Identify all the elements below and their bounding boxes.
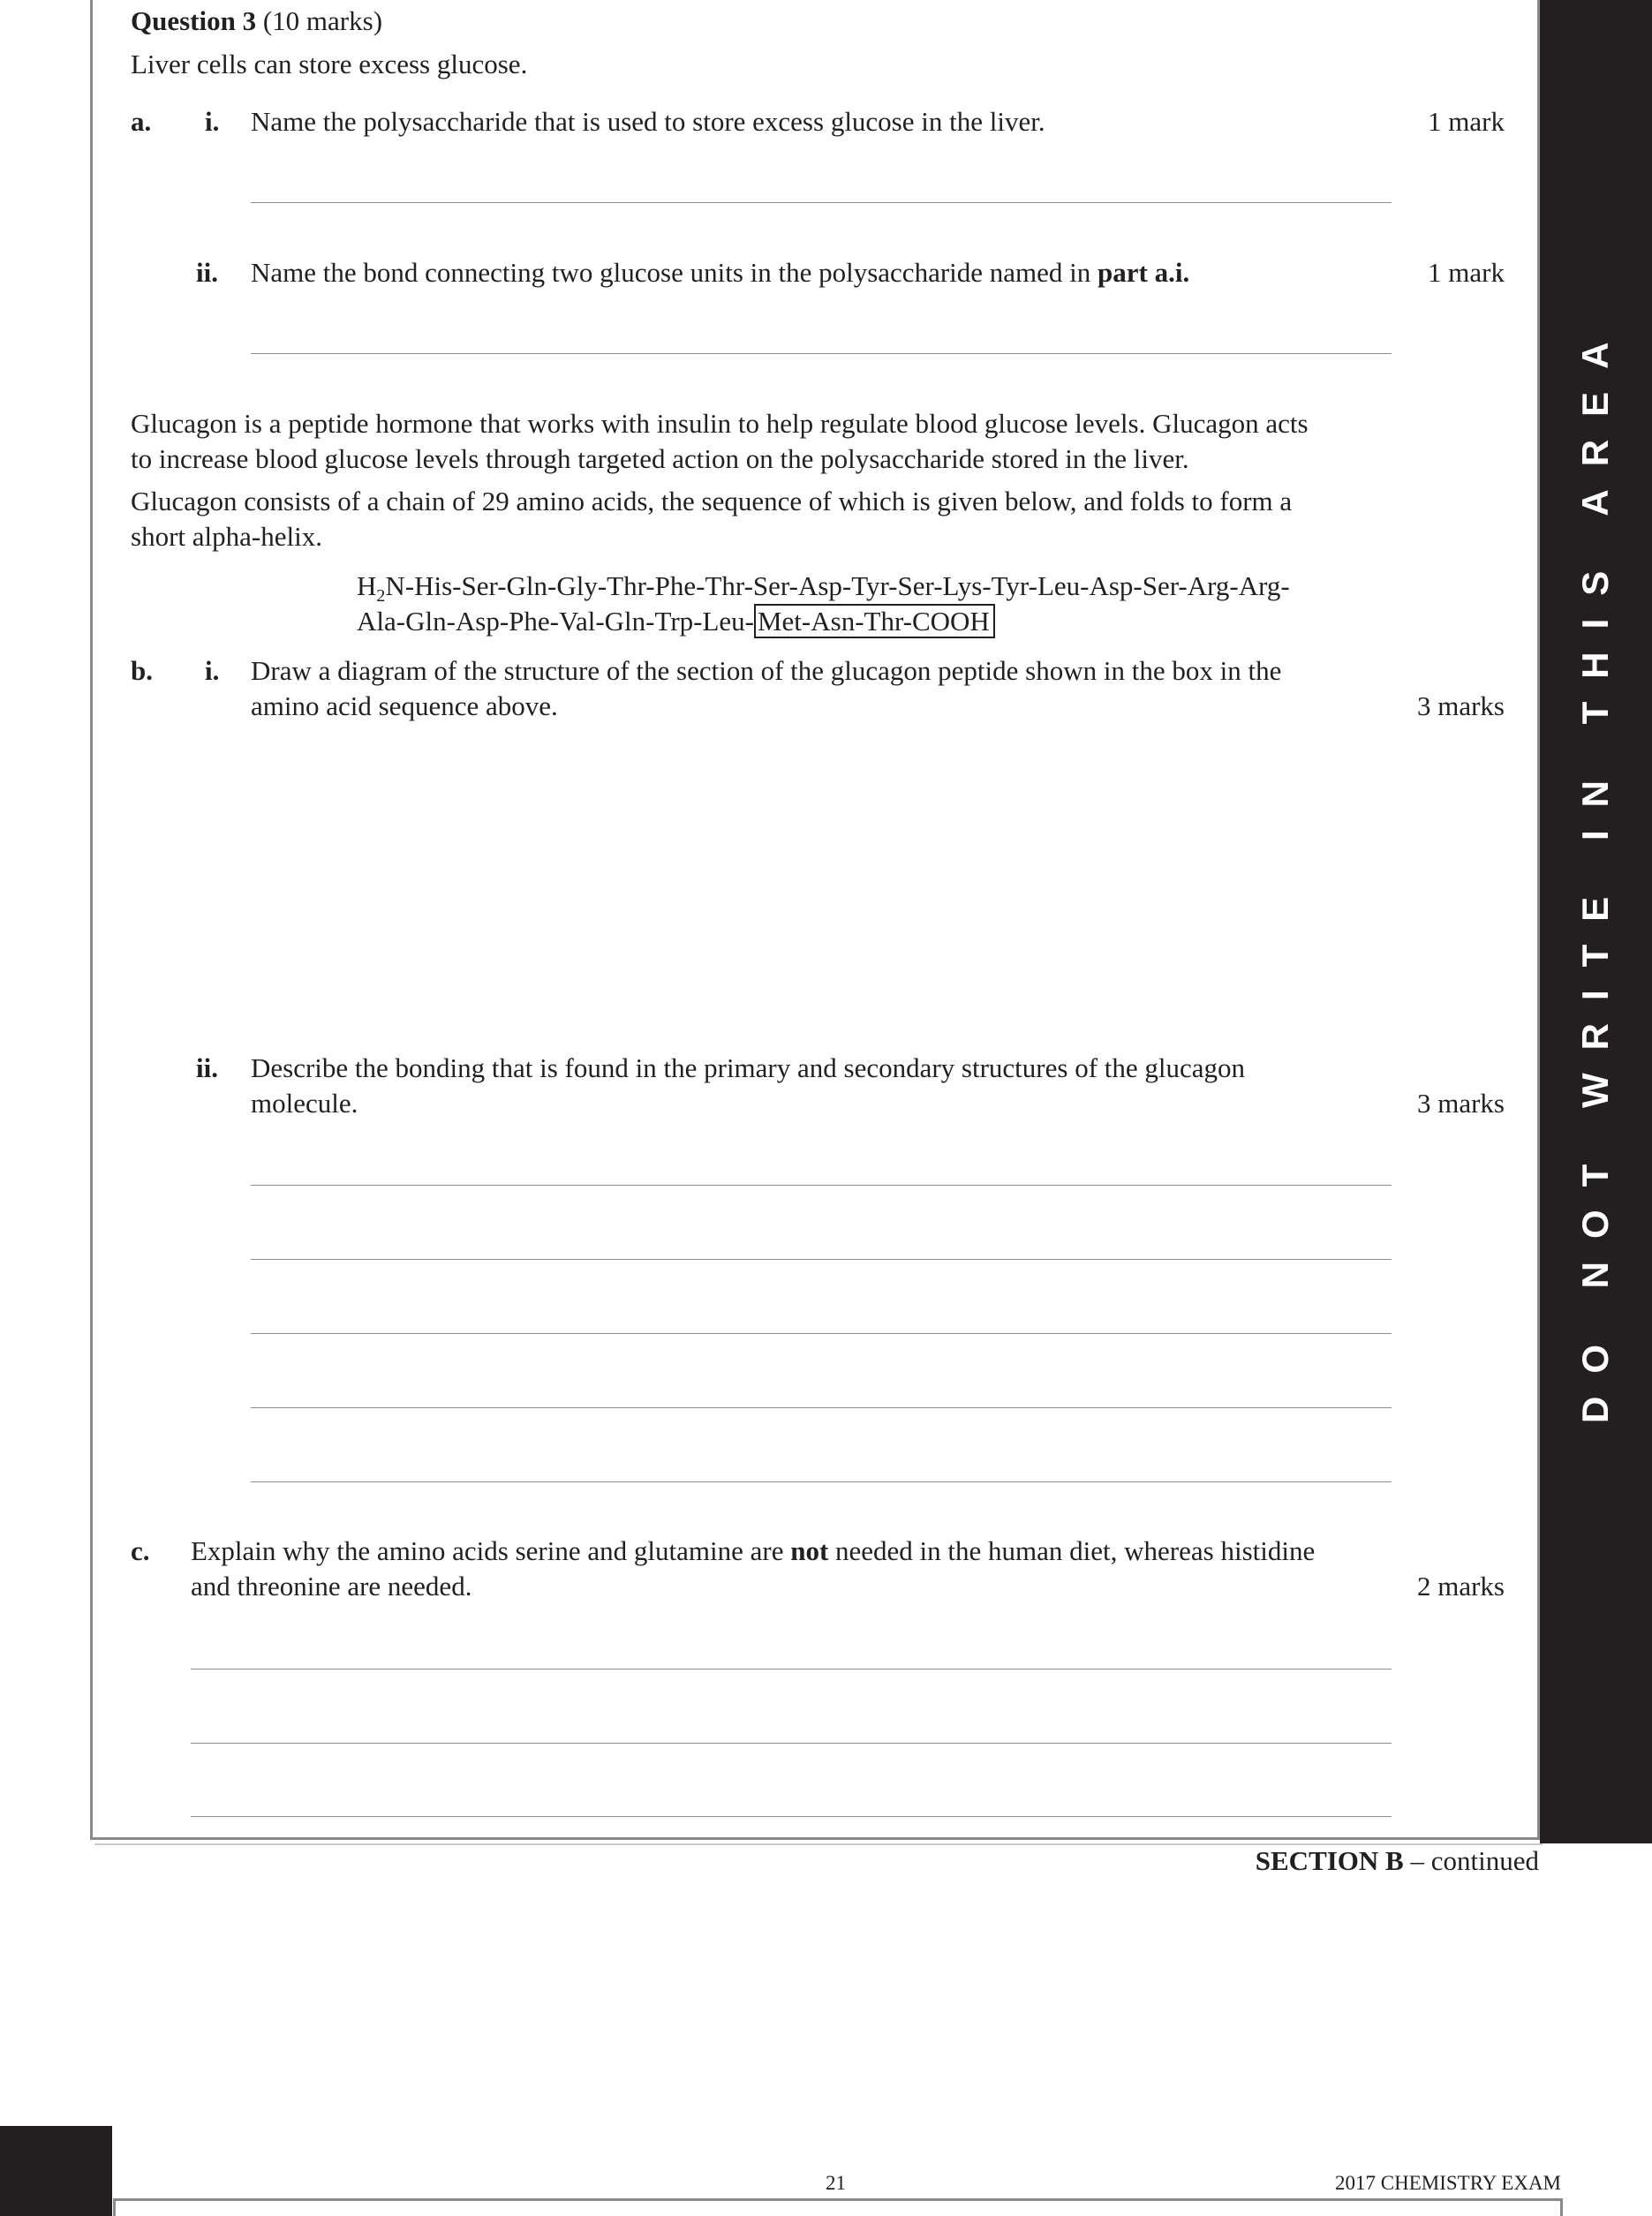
question-header [131, 4, 382, 39]
part-b-label: b. [131, 655, 153, 686]
footer-rule [113, 2198, 1563, 2201]
stem-paragraph-2-line-1: Glucagon consists of a chain of 29 amino acids, the sequence of which is given below, and folds to form a [131, 486, 1293, 516]
part-a-i-label: i. [205, 106, 220, 137]
stem-paragraph-1-line-1: Glucagon is a peptide hormone that works with insulin to help regulate blood glucose levels. Glucagon acts [131, 408, 1309, 439]
part-c-text-after: needed in the human diet, whereas histidine [828, 1535, 1316, 1566]
part-a-ii-label: ii. [196, 257, 218, 288]
answer-line[interactable] [251, 1185, 1392, 1186]
stem-paragraph-2-line-2: short alpha-helix. [131, 521, 322, 552]
part-a-label: a. [131, 106, 152, 137]
continued-text: – continued [1403, 1845, 1539, 1876]
part-b-i-question-line-1: Draw a diagram of the structure of the section of the glucagon peptide shown in the box in the [251, 655, 1282, 686]
part-c-text-before: Explain why the amino acids serine and glutamine are [191, 1535, 791, 1566]
answer-line[interactable] [251, 1407, 1392, 1408]
diagram-drawing-area[interactable] [251, 742, 1392, 1033]
footer-rule-left [113, 2198, 116, 2216]
boxed-sequence-section: Met-Asn-Thr-COOH [754, 604, 995, 638]
part-a-i-question: Name the polysaccharide that is used to store excess glucose in the liver. [251, 106, 1045, 137]
question-intro: Liver cells can store excess glucose. [131, 49, 528, 79]
corner-block [0, 2126, 112, 2216]
sequence-line-1 [357, 569, 1290, 607]
part-a-ii-text: Name the bond connecting two glucose units in the polysaccharide named in [251, 257, 1098, 288]
part-a-ii-marks: 1 mark [1428, 257, 1505, 288]
sequence-subscript: 2 [376, 586, 386, 607]
answer-line[interactable] [251, 1259, 1392, 1260]
sequence-line-2 [357, 604, 995, 639]
part-c-emphasis: not [790, 1535, 829, 1566]
answer-line[interactable] [251, 1481, 1392, 1482]
answer-line[interactable] [191, 1816, 1392, 1817]
part-b-i-label: i. [205, 655, 220, 686]
section-label: SECTION B [1255, 1845, 1404, 1876]
part-c-label: c. [131, 1535, 150, 1566]
do-not-write-notice: DO NOT WRITE IN THIS AREA [1574, 319, 1616, 1423]
part-c-question-line-1 [191, 1534, 1315, 1569]
part-a-i-marks: 1 mark [1428, 106, 1505, 137]
section-continued [1256, 1843, 1539, 1879]
answer-line[interactable] [251, 202, 1392, 203]
answer-line[interactable] [251, 1333, 1392, 1334]
part-b-ii-question-line-1: Describe the bonding that is found in the primary and secondary structures of the glucagon [251, 1052, 1246, 1083]
exam-title: 2017 CHEMISTRY EXAM [1335, 2172, 1561, 2194]
part-b-ii-marks: 3 marks [1416, 1088, 1505, 1119]
part-a-ii-question [251, 255, 1189, 290]
answer-line[interactable] [191, 1743, 1392, 1744]
part-c-question-line-2: and threonine are needed. [191, 1571, 472, 1602]
sequence-h: H [357, 570, 377, 601]
part-b-ii-question-line-2: molecule. [251, 1088, 358, 1119]
page-number: 21 [826, 2172, 846, 2194]
part-a-ii-reference: part a.i. [1098, 257, 1190, 288]
sequence-line-1-rest: N-His-Ser-Gln-Gly-Thr-Phe-Thr-Ser-Asp-Tyr-Ser-Lys-Tyr-Leu-Asp-Ser-Arg-Arg- [385, 570, 1290, 601]
answer-line[interactable] [191, 1669, 1392, 1670]
part-b-i-marks: 3 marks [1416, 690, 1505, 721]
question-marks: (10 marks) [262, 5, 383, 36]
part-b-i-question-line-2: amino acid sequence above. [251, 690, 558, 721]
part-b-ii-label: ii. [196, 1052, 218, 1083]
question-title: Question 3 [131, 5, 257, 36]
footer-rule-right [1560, 2198, 1563, 2216]
stem-paragraph-1-line-2: to increase blood glucose levels through targeted action on the polysaccharide stored in the liver. [131, 443, 1189, 474]
part-c-marks: 2 marks [1416, 1571, 1505, 1602]
answer-line[interactable] [251, 353, 1392, 354]
sequence-line-2-plain: Ala-Gln-Asp-Phe-Val-Gln-Trp-Leu- [357, 606, 754, 637]
